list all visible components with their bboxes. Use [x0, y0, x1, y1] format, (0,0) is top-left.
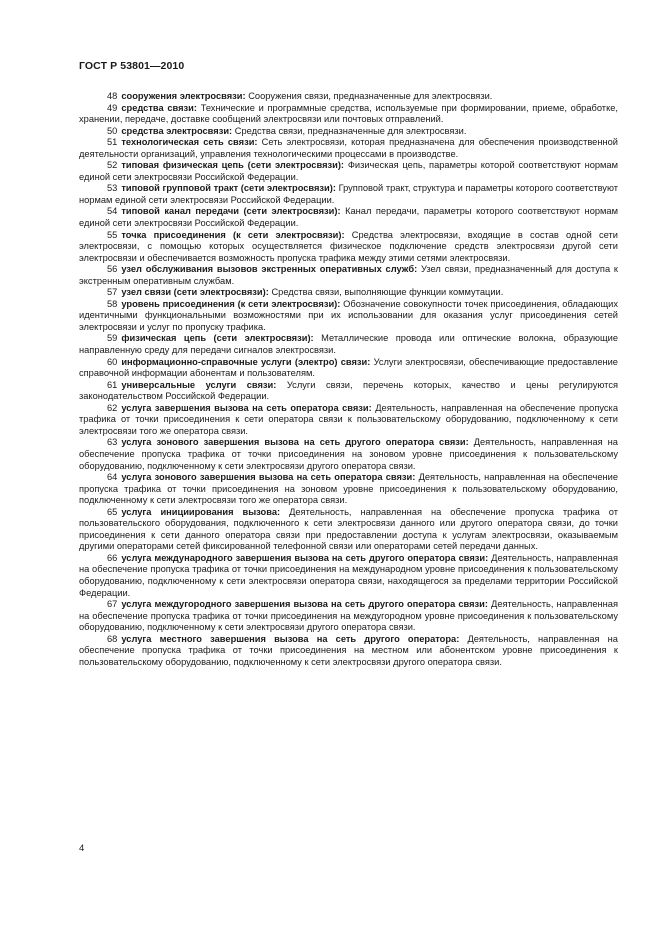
page-number: 4: [79, 843, 85, 854]
entry-term: средства связи:: [121, 102, 197, 113]
definition-entry: [79, 380, 618, 403]
definition-entry: [79, 287, 618, 299]
entry-number: 68: [107, 633, 118, 644]
entry-number: 66: [107, 552, 118, 563]
entry-term: услуга междугородного завершения вызова на сеть другого оператора связи:: [121, 599, 488, 610]
entry-term: типовая физическая цепь (сети электросвязи):: [121, 160, 345, 171]
entry-term: технологическая сеть связи:: [121, 137, 258, 148]
entry-number: 49: [107, 102, 118, 113]
entry-definition: Сооружения связи, предназначенные для электросвязи.: [248, 91, 493, 101]
entry-term: универсальные услуги связи:: [121, 379, 277, 390]
entry-term: физическая цепь (сети электросвязи):: [121, 333, 314, 344]
entry-definition: Услуги связи, перечень которых, качество и цены регулируются законодательством Российской Федерации.: [79, 379, 619, 402]
definition-entry: [79, 103, 618, 126]
entry-number: 58: [107, 298, 118, 309]
entry-number: 51: [107, 137, 118, 148]
entry-term: типовой канал передачи (сети электросвязи):: [121, 206, 341, 217]
entry-term: уровень присоединения (к сети электросвязи):: [121, 298, 341, 309]
entry-number: 50: [107, 125, 118, 136]
definition-entry: [79, 137, 618, 160]
entry-number: 64: [107, 472, 118, 483]
entry-definition: Деятельность, направленная на обеспечение пропуска трафика от точки присоединения на местном или абонентском уровне присоединения к пользовательскому оборудованию, подключенному к сети электросвязи другого оператора связи.: [79, 633, 618, 667]
definition-entry: [79, 160, 618, 183]
entry-term: узел связи (сети электросвязи):: [121, 287, 269, 298]
definition-entry: [79, 553, 618, 599]
entry-term: услуга местного завершения вызова на сеть другого оператора:: [121, 633, 460, 644]
entry-definition: Групповой тракт, структура и параметры которого соответствуют нормам единой сети электросвязи Российской Федерации.: [79, 183, 618, 205]
entry-term: услуга зонового завершения вызова на сеть другого оператора связи:: [121, 437, 469, 448]
entry-term: услуга завершения вызова на сеть оператора связи:: [121, 402, 372, 413]
entry-definition: Металлические провода или оптические волокна, образующие направленную среду для передачи сигналов электросвязи.: [79, 333, 618, 356]
entry-definition: Физическая цепь, параметры которой соответствуют нормам единой сети электросвязи Российской Федерации.: [79, 160, 618, 182]
entry-definition: Средства связи, предназначенные для электросвязи.: [234, 125, 467, 136]
definition-entry: [79, 472, 618, 507]
definition-entry: [79, 230, 618, 265]
entry-term: услуга инициирования вызова:: [121, 506, 281, 517]
definition-entry: [79, 599, 618, 634]
definition-entry: [79, 403, 618, 438]
entry-definition: Технические и программные средства, используемые при формировании, приеме, обработке, хранении, передаче, доставке сообщений электросвязи или почтовых отправлений.: [79, 102, 618, 125]
entry-definition: Канал передачи, параметры которого соответствуют нормам единой сети электросвязи Российской Федерации.: [79, 206, 618, 229]
entry-definition: Услуги электросвязи, обеспечивающие предоставление справочной информации абонентам и пользователям.: [79, 356, 618, 379]
entry-definition: Сеть электросвязи, которая предназначена для обеспечения производственной деятельности организаций, управления технологическими процессами в производстве.: [79, 137, 618, 159]
entry-definition: Деятельность, направленная на обеспечение пропуска трафика от точки присоединения на междугородном уровне присоединения к пользовательскому оборудованию, подключенному к сети электросвязи другого оператора связи.: [79, 599, 618, 633]
entry-term: услуга зонового завершения вызова на сеть оператора связи:: [121, 472, 416, 483]
definition-entry: [79, 183, 618, 206]
entry-term: узел обслуживания вызовов экстренных оперативных служб:: [121, 264, 418, 275]
entry-definition: Обозначение совокупности точек присоединения, обладающих идентичными функциональными возможностями при их использовании для оказания услуг присоединения сетей электросвязи и услуг по пропуску трафика.: [79, 298, 618, 332]
entry-definition: Деятельность, направленная на обеспечение пропуска трафика от точки присоединения на зоновом уровне присоединения к пользовательскому оборудованию, подключенному к сети электросвязи другого оператора связи.: [79, 437, 618, 471]
entry-number: 67: [107, 599, 118, 610]
entry-number: 48: [107, 91, 118, 101]
entry-number: 60: [107, 356, 118, 367]
entry-number: 55: [107, 229, 118, 240]
entry-number: 63: [107, 437, 118, 448]
entry-term: средства электросвязи:: [121, 125, 233, 136]
definitions-list: [79, 91, 618, 668]
entry-definition: Средства электросвязи, входящие в состав одной сети электросвязи, с помощью которых осуществляется физическое подключение средств электросвязи другой сети электросвязи и обеспечивается возможность пропуска трафика между этими сетями электросвязи.: [79, 229, 618, 263]
document-header: ГОСТ Р 53801—2010: [79, 60, 185, 72]
entry-number: 57: [107, 287, 118, 298]
entry-number: 62: [107, 402, 118, 413]
entry-term: типовой групповой тракт (сети электросвязи):: [121, 183, 336, 194]
definition-entry: [79, 126, 618, 138]
entry-number: 54: [107, 206, 118, 217]
definition-entry: [79, 507, 618, 553]
entry-number: 61: [107, 379, 118, 390]
entry-number: 65: [107, 506, 118, 517]
entry-term: услуга международного завершения вызова на сеть другого оператора связи:: [121, 552, 489, 563]
definition-entry: [79, 299, 618, 334]
entry-term: точка присоединения (к сети электросвязи):: [121, 229, 345, 240]
definition-entry: [79, 634, 618, 669]
entry-definition: Узел связи, предназначенный для доступа к экстренным оперативным службам.: [79, 264, 618, 286]
entry-definition: Деятельность, направленная на обеспечение пропуска трафика от точки присоединения на международном уровне присоединения к пользовательскому оборудованию, подключенному к сети электросвязи оператора связи, находящегося за пределами территории Российской Федерации.: [79, 552, 618, 598]
definition-entry: [79, 437, 618, 472]
entry-term: информационно-справочные услуги (электро) связи:: [121, 356, 371, 367]
entry-definition: Деятельность, направленная на обеспечение пропуска трафика от точки присоединения к сети оператора связи к пользовательскому оборудованию, подключенному к сети электросвязи того же оператора связи.: [79, 402, 618, 436]
entry-number: 59: [107, 333, 118, 344]
definition-entry: [79, 91, 618, 103]
definition-entry: [79, 206, 618, 229]
entry-definition: Средства связи, выполняющие функции коммутации.: [271, 287, 504, 298]
entry-number: 52: [107, 160, 118, 171]
entry-number: 56: [107, 264, 118, 275]
entry-term: сооружения электросвязи:: [121, 91, 246, 101]
entry-definition: Деятельность, направленная на обеспечение пропуска трафика от пользовательского оборудования, подключенного к сети электросвязи данного или другого оператора связи, до точки присоединения к сети данного оператора связи при предоставлении доступа к услугам электросвязи, оказываемым другими операторами сетей фиксированной телефонной связи или операторами сетей передачи данных.: [79, 506, 619, 552]
entry-number: 53: [107, 183, 118, 194]
entry-definition: Деятельность, направленная на обеспечение пропуска трафика от точки присоединения на зоновом уровне присоединения к пользовательскому оборудованию, подключенному к сети электросвязи того же оператора связи.: [79, 472, 618, 506]
definition-entry: [79, 264, 618, 287]
definition-entry: [79, 333, 618, 356]
definition-entry: [79, 357, 618, 380]
